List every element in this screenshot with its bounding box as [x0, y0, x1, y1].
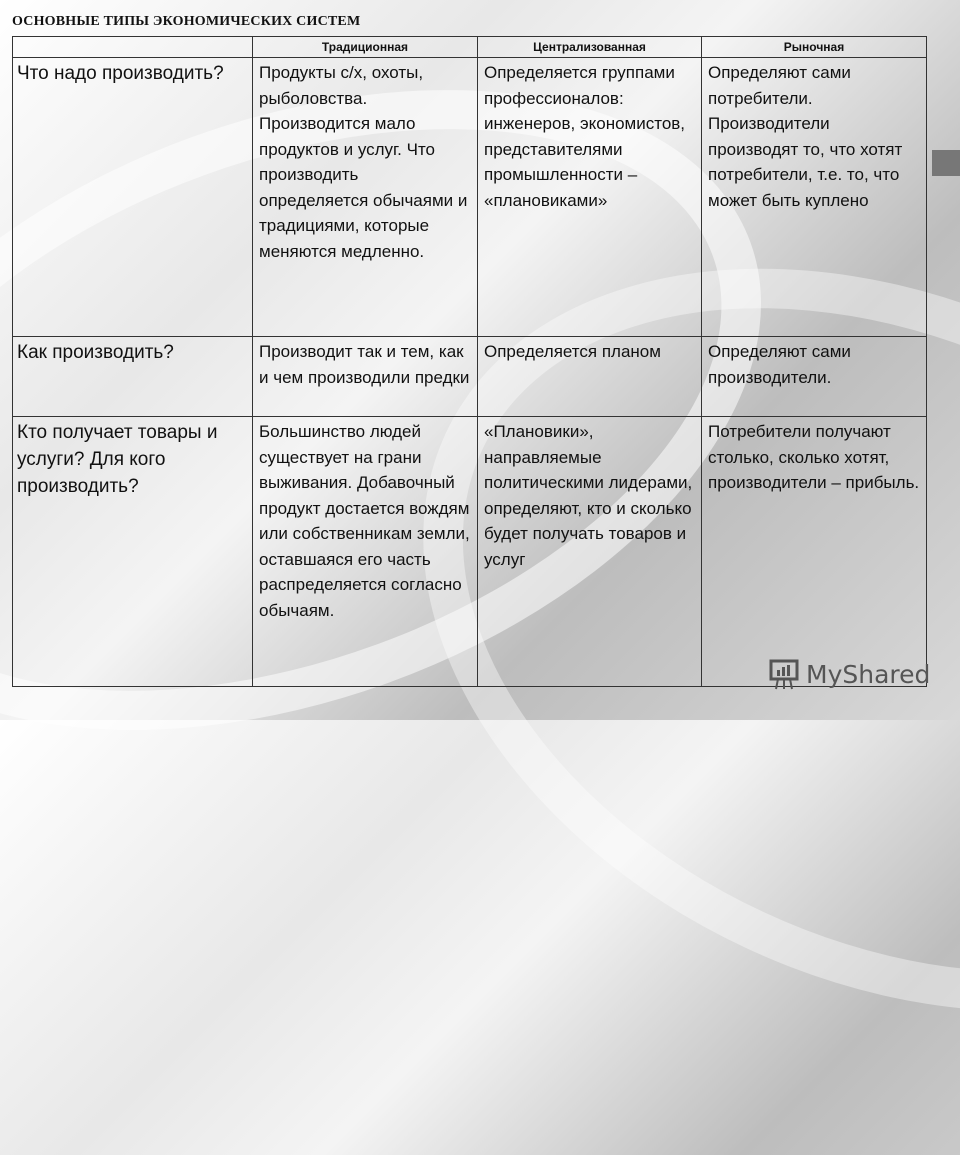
table-cell: Производит так и тем, как и чем производили предки [253, 337, 478, 417]
economic-systems-table [12, 36, 927, 687]
table-cell: Определяют сами потребители. Производители производят то, что хотят потребители, т.е. то, что может быть куплено [702, 58, 927, 337]
question-cell: Что надо производить? [13, 58, 253, 337]
table-cell: Большинство людей существует на грани выживания. Добавочный продукт достается вождям или собственникам земли, оставшаяся его часть распределяется согласно обычаям. [253, 417, 478, 687]
table-cell: Определяется группами профессионалов: инженеров, экономистов, представителями промышленности – «плановиками» [478, 58, 702, 337]
page-title: ОСНОВНЫЕ ТИПЫ ЭКОНОМИЧЕСКИХ СИСТЕМ [12, 14, 361, 29]
watermark-text: MyShared [806, 659, 931, 689]
table-row [13, 58, 927, 337]
table-cell: «Плановики», направляемые политическими лидерами, определяют, кто и сколько будет получать товаров и услуг [478, 417, 702, 687]
header-cell [13, 37, 253, 58]
watermark-logo [768, 657, 930, 691]
table-cell: Определяется планом [478, 337, 702, 417]
table-cell: Продукты с/х, охоты, рыболовства. Производится мало продуктов и услуг. Что производить определяется обычаями и традициями, которые меняются медленно. [253, 58, 478, 337]
table-cell: Потребители получают столько, сколько хотят, производители – прибыль. [702, 417, 927, 687]
question-cell: Как производить? [13, 337, 253, 417]
header-cell: Традиционная [253, 37, 478, 58]
header-cell: Централизованная [478, 37, 702, 58]
presentation-board-icon [768, 657, 800, 691]
side-marker [932, 150, 960, 176]
table-row [13, 417, 927, 687]
header-cell: Рыночная [702, 37, 927, 58]
header-row [13, 37, 927, 58]
question-cell: Кто получает товары и услуги? Для кого производить? [13, 417, 253, 687]
table-row [13, 337, 927, 417]
table-cell: Определяют сами производители. [702, 337, 927, 417]
